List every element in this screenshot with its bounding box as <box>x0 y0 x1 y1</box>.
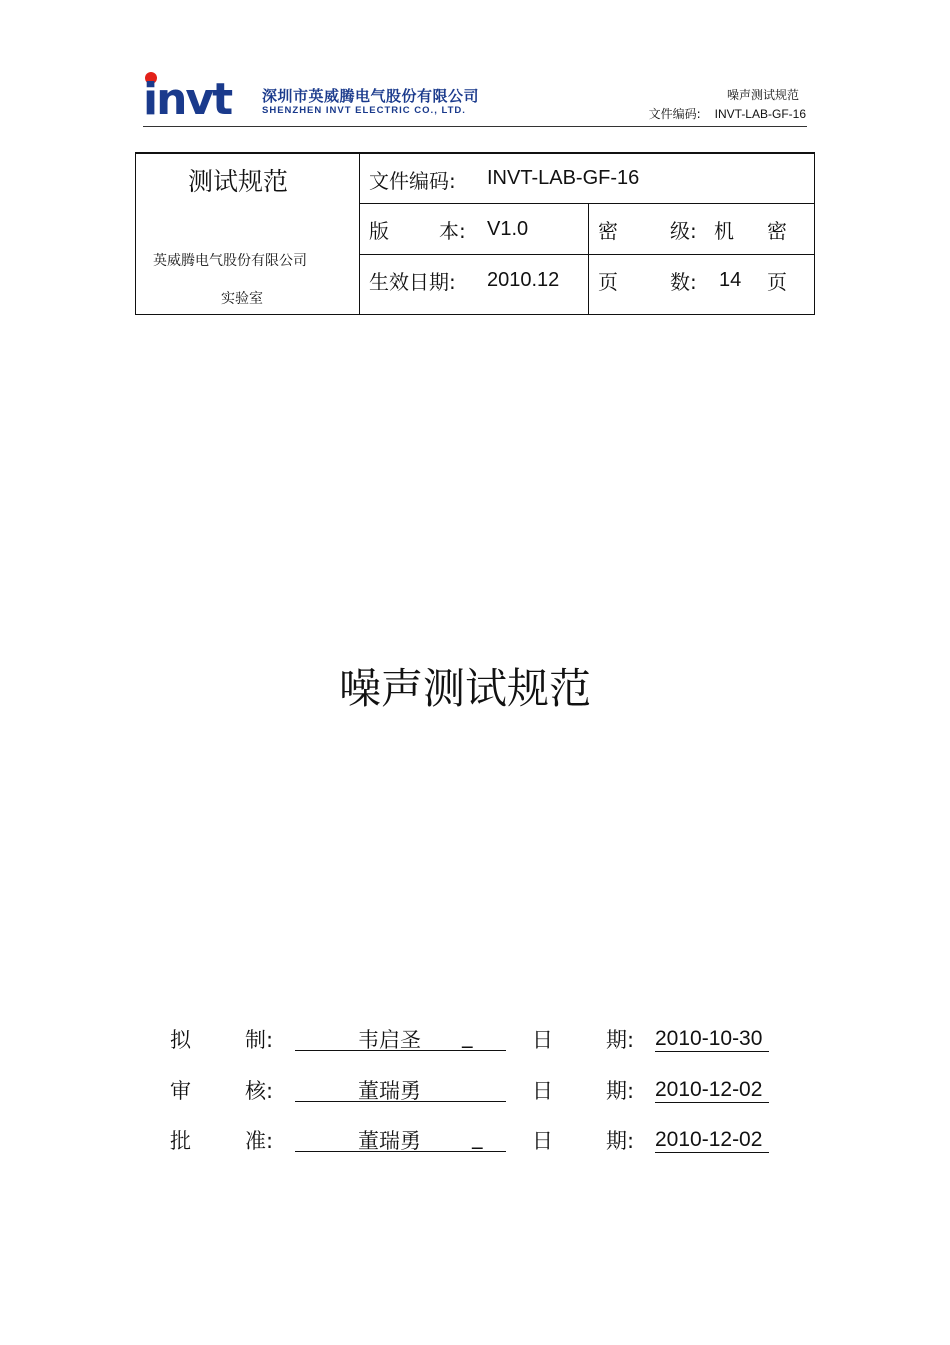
table-divider <box>359 203 814 204</box>
version-label-2: 本: <box>439 219 466 243</box>
approver-date: 2010-12-02 <box>655 1128 769 1153</box>
header-divider <box>143 126 807 127</box>
version-label-1: 版 <box>369 219 389 243</box>
company-logo <box>143 72 488 118</box>
pages-unit: 页 <box>767 270 787 294</box>
header-doc-title: 噪声测试规范 <box>726 88 799 102</box>
reviewer-date-label-1: 日 <box>532 1079 553 1103</box>
drafter-date-label-1: 日 <box>532 1028 553 1052</box>
drafter-date-label-2: 期: <box>606 1028 635 1052</box>
reviewer-name: 董瑞勇 <box>358 1079 421 1103</box>
secrecy-label-2: 级: <box>670 219 697 243</box>
reviewer-date-label-2: 期: <box>606 1079 635 1103</box>
header-code-value: INVT-LAB-GF-16 <box>714 107 806 121</box>
company-name-cn: 深圳市英威腾电气股份有限公司 <box>262 87 480 105</box>
pages-value: 14 <box>719 269 742 291</box>
svg-text:invt: invt <box>143 74 232 118</box>
file-code-value: INVT-LAB-GF-16 <box>487 167 640 189</box>
reviewer-label-2: 核: <box>245 1079 274 1103</box>
lab-name: 实验室 <box>221 291 263 307</box>
pages-label-2: 数: <box>670 270 697 294</box>
header-doc-code <box>649 105 806 122</box>
effective-date-value: 2010.12 <box>487 269 560 291</box>
secrecy-value-1: 机 <box>714 219 734 243</box>
table-divider <box>588 204 589 315</box>
department-name: 英威腾电气股份有限公司 <box>153 253 307 269</box>
standard-title: 测试规范 <box>188 167 289 196</box>
approver-date-label-2: 期: <box>606 1129 635 1153</box>
company-name-en: SHENZHEN INVT ELECTRIC CO., LTD. <box>262 105 466 116</box>
table-divider <box>359 154 360 315</box>
effective-date-label: 生效日期: <box>369 270 456 294</box>
invt-logo-icon <box>143 72 253 118</box>
secrecy-label-1: 密 <box>598 219 618 243</box>
file-code-label: 文件编码: <box>369 169 456 193</box>
approver-label-2: 准: <box>245 1129 274 1153</box>
drafter-date: 2010-10-30 <box>655 1027 769 1052</box>
signature-block <box>0 1024 950 1164</box>
secrecy-value-2: 密 <box>767 219 787 243</box>
approver-name-suffix: _ <box>472 1125 483 1149</box>
header-code-label: 文件编码: <box>648 107 701 121</box>
version-value: V1.0 <box>487 218 529 240</box>
reviewer-date: 2010-12-02 <box>655 1078 769 1103</box>
document-info-table <box>135 152 815 315</box>
reviewer-label-1: 审 <box>170 1079 191 1103</box>
drafter-name-suffix: _ <box>462 1024 473 1048</box>
drafter-name: 韦启圣 <box>358 1028 421 1052</box>
approver-label-1: 批 <box>170 1129 191 1153</box>
table-divider <box>359 254 814 255</box>
drafter-label-2: 制: <box>245 1028 274 1052</box>
approver-date-label-1: 日 <box>532 1129 553 1153</box>
drafter-label-1: 拟 <box>170 1028 191 1052</box>
document-title: 噪声测试规范 <box>338 664 591 713</box>
approver-name: 董瑞勇 <box>358 1129 421 1153</box>
pages-label-1: 页 <box>598 270 618 294</box>
